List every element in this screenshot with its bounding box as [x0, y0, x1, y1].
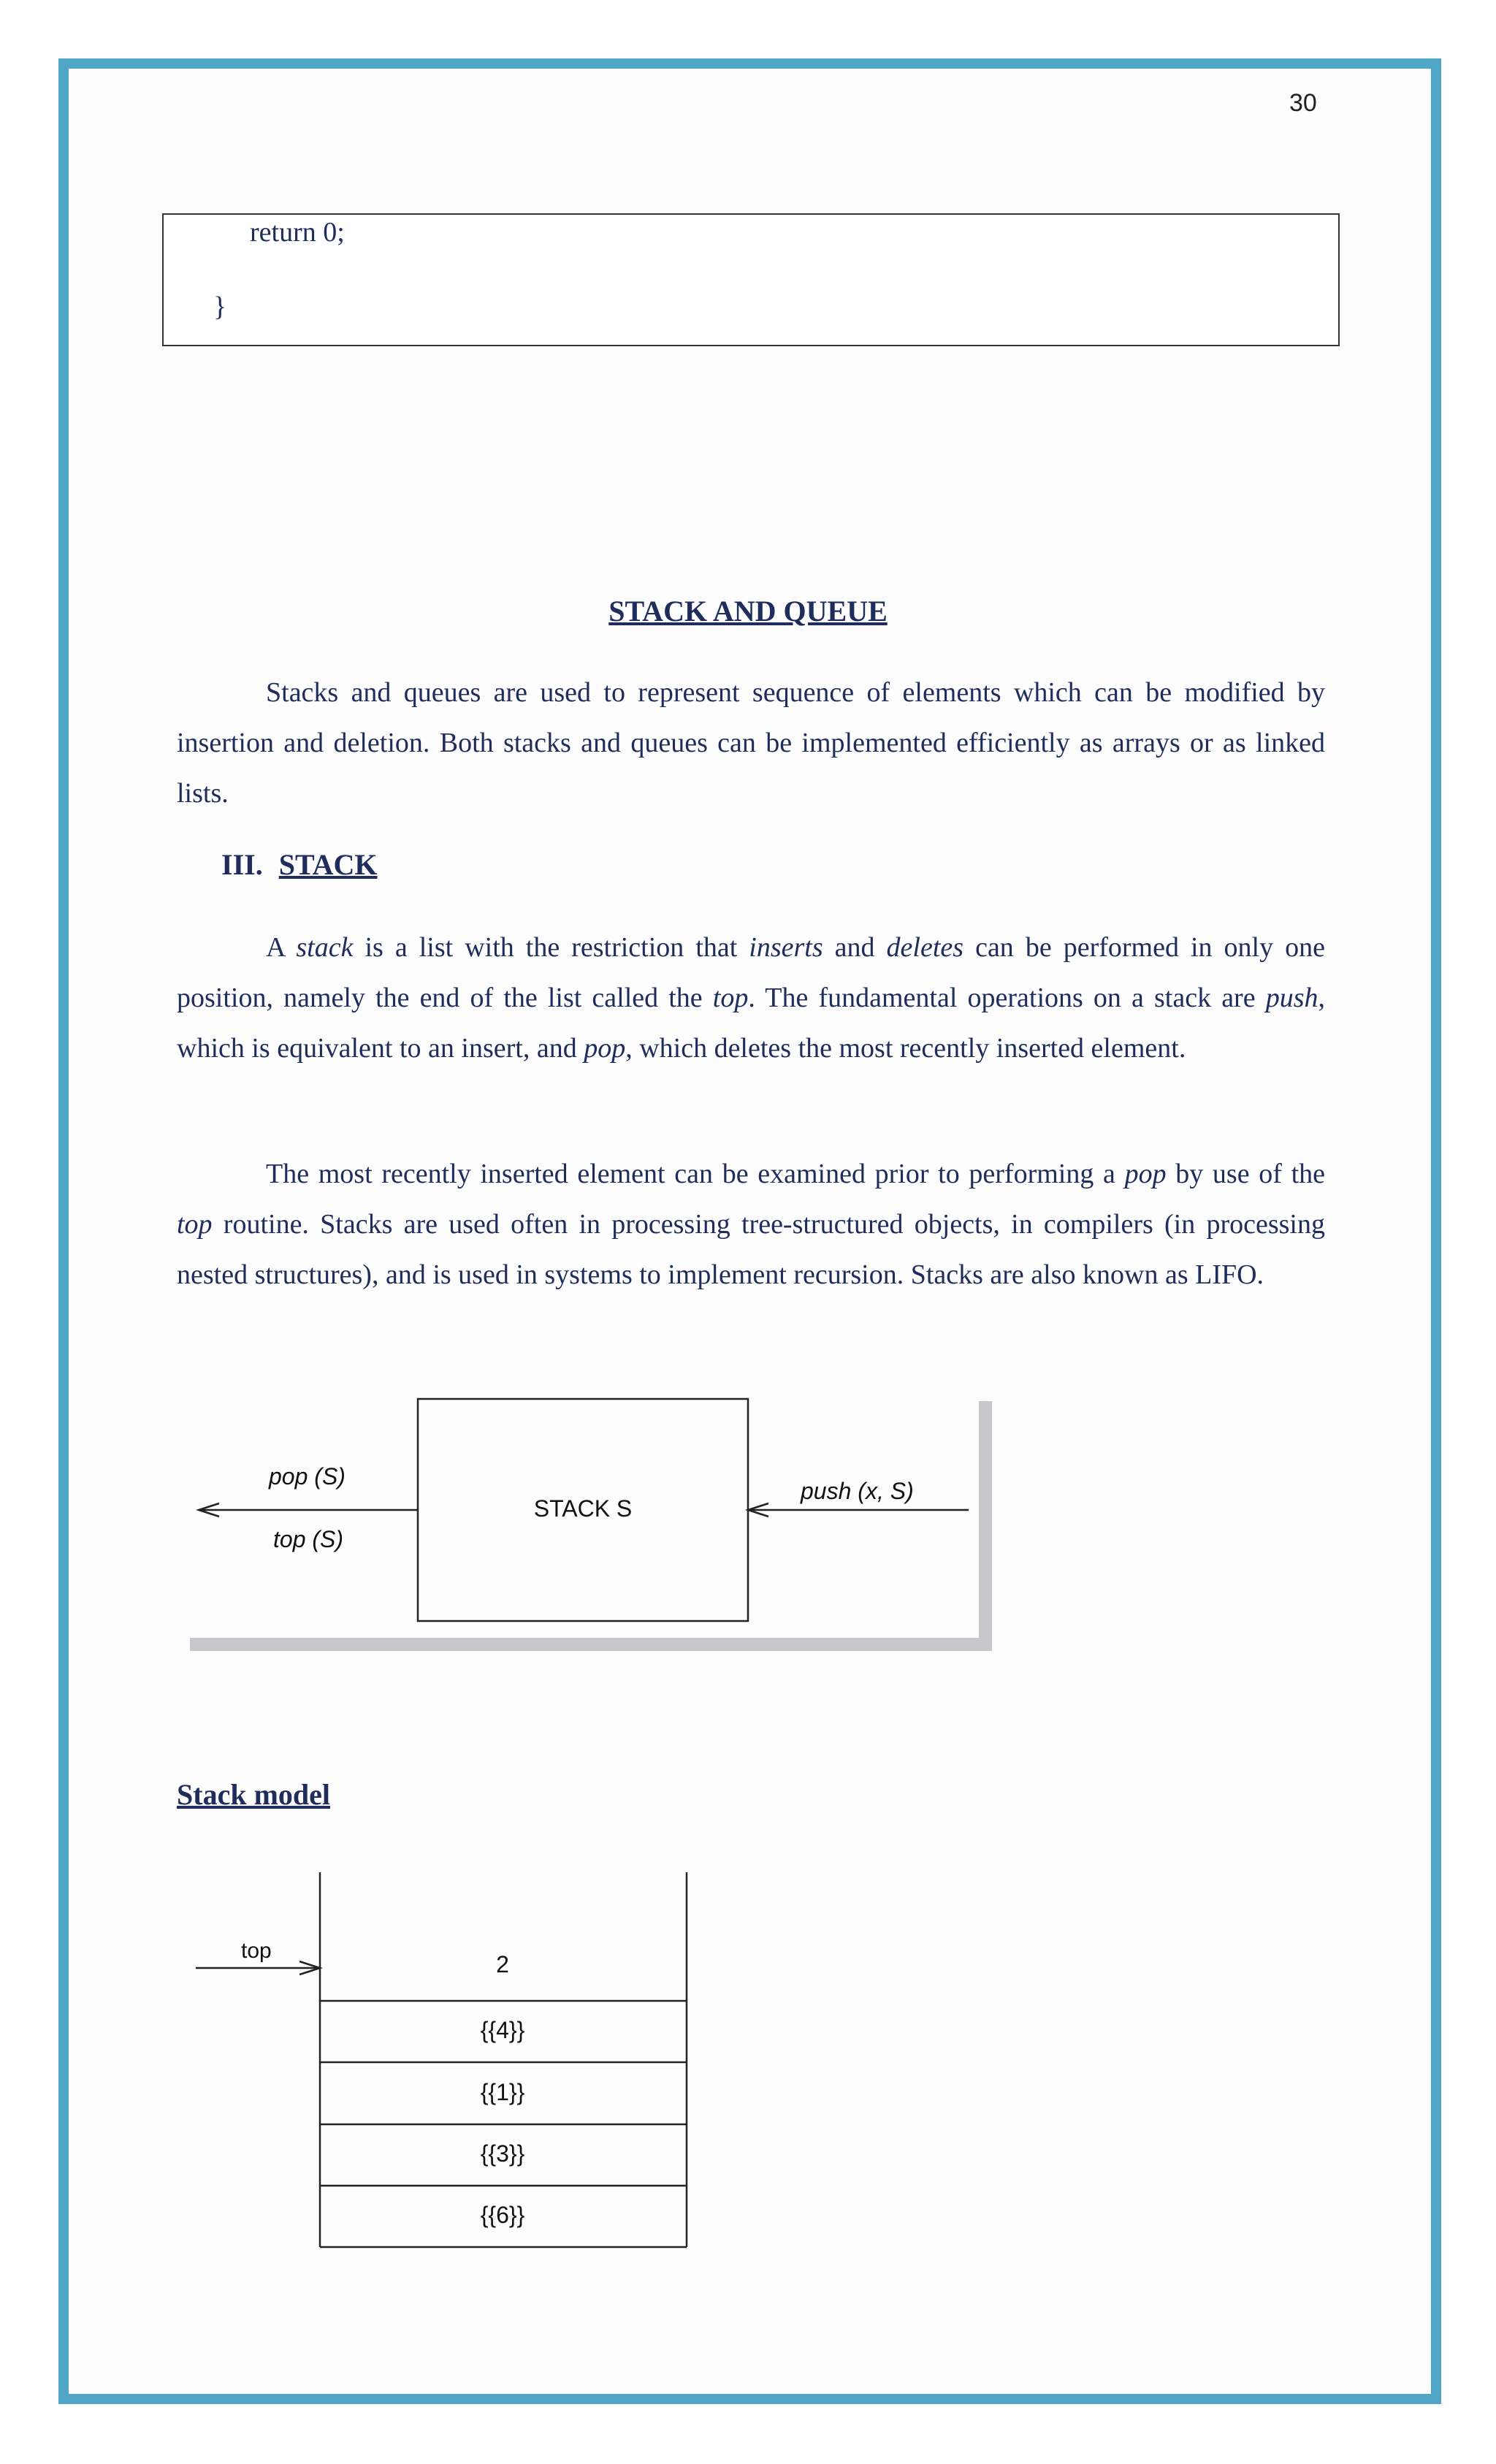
pop-label: pop (S): [269, 1463, 346, 1490]
paragraph-stack-definition: A stack is a list with the restriction that inserts and deletes can be performed in only one position, namely the end of the list called the top. The fundamental operations on a stack are push, which is equivalent to an insert, and pop, which deletes the most recently inserted element.: [177, 932, 1325, 1064]
paragraph-stack-usage: The most recently inserted element can be examined prior to performing a pop by use of the top routine. Stacks are used often in processing tree-structured objects, in compilers (in processing nested structures), and is used in systems to implement recursion. Stacks are also known as LIFO.: [177, 1159, 1325, 1290]
stack-box-label: STACK S: [533, 1495, 633, 1522]
subheading-stack-model: Stack model: [177, 1778, 330, 1811]
stack-cell: {{6}}: [480, 2202, 525, 2228]
stack-cell-top: 2: [496, 1951, 509, 1977]
push-label: push (x, S): [801, 1478, 914, 1504]
stack-cell: {{3}}: [480, 2140, 525, 2167]
code-line-brace: }: [213, 291, 227, 322]
diagram-shadow-right: [979, 1401, 992, 1651]
top-label: top (S): [273, 1526, 344, 1552]
top-pointer-label: top: [241, 1939, 272, 1963]
stack-cell: {{1}}: [480, 2079, 525, 2105]
diagram-shadow-bottom: [190, 1638, 992, 1651]
section-number: III.: [221, 848, 263, 881]
paragraph-intro: Stacks and queues are used to represent sequence of elements which can be modified by insertion and deletion. Both stacks and queues can be implemented efficiently as arrays or as linked lists.: [177, 677, 1325, 809]
page-number: 30: [1289, 89, 1317, 117]
section-title: STACK: [278, 848, 378, 881]
stack-cell: {{4}}: [480, 2017, 525, 2043]
page-title: STACK AND QUEUE: [608, 595, 888, 628]
code-line-return: return 0;: [250, 217, 345, 248]
